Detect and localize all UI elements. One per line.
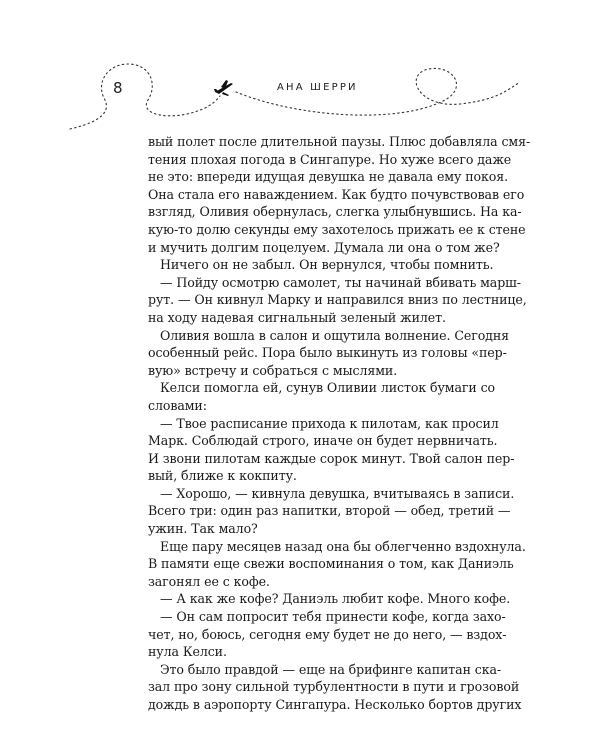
text-line: взгляд, Оливия обернулась, слегка улыбнувшись. На ка-: [148, 204, 522, 220]
running-title: АНА ШЕРРИ: [277, 82, 358, 93]
text-line: Оливия вошла в салон и ощутила волнение. Сегодня: [160, 327, 509, 343]
text-line: — А как же кофе? Даниэль любит кофе. Много кофе.: [160, 591, 511, 607]
text-line: Это было правдой — еще на брифинге капитан ска-: [160, 661, 502, 677]
text-line: дождь в аэропорту Сингапура. Несколько бортов других: [148, 697, 522, 712]
text-line: рут. — Он кивнул Марку и направился вниз по лестнице,: [148, 292, 527, 308]
text-line: тения плохая погода в Сингапуре. Но хуже всего даже: [148, 151, 512, 167]
text-line: ужин. Так мало?: [148, 521, 258, 537]
text-line: не это: впереди идущая девушка не давала ему покоя.: [148, 169, 508, 185]
text-line: вый, ближе к кокпиту.: [148, 468, 297, 484]
text-line: — Твое расписание прихода к пилотам, как просил: [160, 415, 499, 431]
text-line: и мучить долгим поцелуем. Думала ли она о том же?: [148, 239, 500, 255]
text-line: Еще пару месяцев назад она бы облегченно вздохнула.: [160, 538, 526, 554]
text-line: — Пойду осмотрю самолет, ты начинай вбивать марш-: [160, 274, 521, 290]
text-line: — Он сам попросит тебя принести кофе, когда захо-: [160, 609, 506, 625]
text-line: Она стала его наваждением. Как будто почувствовав его: [148, 186, 525, 202]
text-line: особенный рейс. Пора было выкинуть из головы «пер-: [148, 345, 507, 361]
text-line: В памяти еще свежи воспоминания о том, как Даниэль: [148, 556, 514, 572]
text-line: кую-то долю секунды ему захотелось прижать ее к стене: [148, 221, 526, 237]
dotted-loop-left: [70, 64, 220, 129]
text-line: — Хорошо, — кивнула девушка, вчитываясь в записи.: [160, 485, 515, 501]
text-line: вую» встречу и собраться с мыслями.: [148, 362, 398, 378]
page-number: 8: [113, 79, 123, 97]
text-line: загонял ее с кофе.: [148, 573, 270, 589]
body-text: [148, 133, 531, 714]
text-line: И звони пилотам каждые сорок минут. Твой салон пер-: [148, 450, 515, 466]
text-line: Всего три: один раз напитки, второй — обед, третий —: [148, 503, 511, 519]
text-line: нула Келси.: [148, 644, 227, 660]
text-line: Келси помогла ей, сунув Оливии листок бумаги со: [160, 380, 496, 396]
text-line: на ходу надевая сигнальный зеленый жилет.: [148, 309, 446, 325]
text-line: Марк. Соблюдай строго, иначе он будет нервничать.: [148, 433, 498, 449]
header-dotted-flight-path: [0, 0, 600, 140]
text-line: чет, но, боюсь, сегодня ему будет не до него, — вздох-: [148, 626, 507, 642]
airplane-icon: [213, 78, 235, 102]
text-line: Ничего он не забыл. Он вернулся, чтобы помнить.: [160, 257, 494, 273]
text-line: словами:: [148, 397, 207, 413]
text-line: зал про зону сильной турбулентности в пути и грозовой: [148, 679, 520, 695]
text-line: вый полет после длительной паузы. Плюс добавляла смя-: [148, 134, 531, 149]
